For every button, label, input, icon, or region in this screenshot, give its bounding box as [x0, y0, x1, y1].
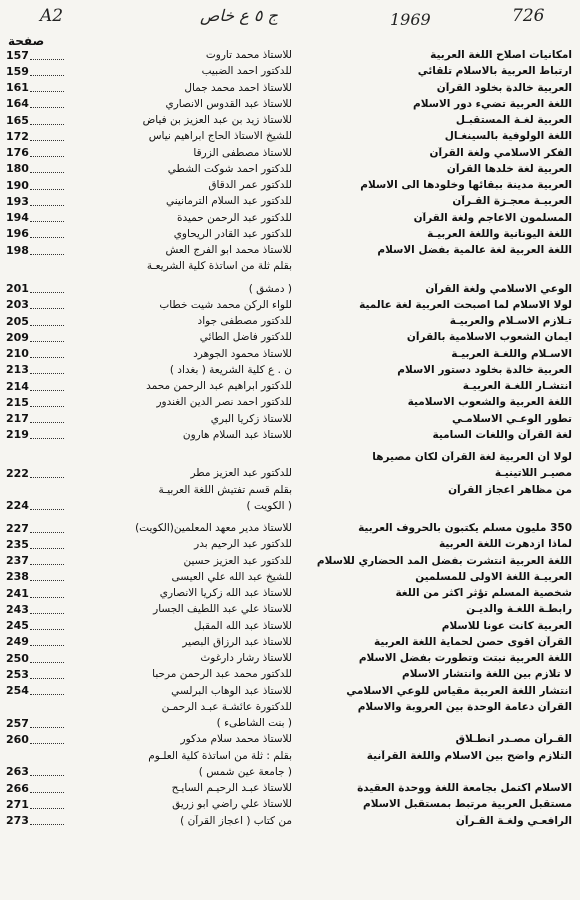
article-title: ايمان الشعوب الاسلامية بالقرآن: [406, 331, 572, 344]
toc-row: [6, 281, 574, 297]
page-number: 214: [6, 379, 29, 393]
page-number: 196: [6, 227, 29, 241]
article-title: من مظاهر اعجاز القرآن: [448, 483, 572, 496]
page-number: 241: [6, 586, 29, 600]
toc-row: [6, 411, 574, 427]
article-title: العربية خالدة بخلود دستور الاسلام: [397, 363, 572, 376]
toc-row: [6, 764, 574, 780]
page-number: 243: [6, 602, 29, 616]
dot-leader: [30, 414, 64, 423]
toc-row: [6, 394, 574, 410]
page-number: 203: [6, 298, 29, 312]
dot-leader: [30, 767, 64, 776]
toc-row: [6, 161, 574, 177]
page-number: 271: [6, 797, 29, 811]
author: للدكتور عبد الرحيم بدر: [194, 538, 292, 551]
toc-row: [6, 346, 574, 362]
page-number: 190: [6, 178, 29, 192]
page-number: 217: [6, 412, 29, 426]
dot-leader: [30, 213, 64, 222]
page-number: 227: [6, 521, 29, 535]
author: للدكتور مصطفى جواد: [197, 315, 292, 328]
toc-row: [6, 47, 574, 63]
article-title: تـلازم الاسـلام والعربيـة: [449, 315, 572, 328]
toc-row: [6, 601, 574, 617]
author: للاستاذ عبد الله المقبل: [193, 619, 292, 632]
toc-row: [6, 258, 574, 274]
dot-leader: [30, 132, 64, 141]
toc-row: [6, 536, 574, 552]
article-title: اللغة العربية تضيء دور الاسلام: [413, 97, 572, 110]
dot-leader: [30, 621, 64, 630]
dot-leader: [30, 589, 64, 598]
dot-leader: [30, 686, 64, 695]
dot-leader: [30, 572, 64, 581]
page-number: 194: [6, 211, 29, 225]
toc-row: [6, 520, 574, 536]
dot-leader: [30, 164, 64, 173]
toc-row: [6, 449, 574, 465]
page-number: 237: [6, 554, 29, 568]
author: للشيخ عبد الله علي العيسى: [171, 570, 292, 583]
page-number: 201: [6, 282, 29, 296]
author: للدكتور عمر الدقاق: [208, 179, 292, 192]
page-number: 157: [6, 48, 29, 62]
dot-leader: [30, 469, 64, 478]
author: للشيخ الاستاذ الحاج ابراهيم نياس: [148, 130, 292, 143]
article-title: الاسلام اكتمل بجامعة اللغة ووحدة العقيدة: [357, 782, 572, 795]
page-number: 254: [6, 684, 29, 698]
article-title: اللغة العربية انتشرت بفضل المد الحضاري للاسلام: [316, 554, 572, 567]
article-title: مصيـر اللاتينيـة: [494, 467, 572, 480]
toc-row: [6, 699, 574, 715]
article-title: التلازم واضح بين الاسلام واللغة القرآنية: [366, 749, 572, 762]
page-number: 215: [6, 395, 29, 409]
page-number: 260: [6, 732, 29, 746]
toc-row: [6, 748, 574, 764]
dot-leader: [30, 784, 64, 793]
author: للدكتور فاضل الطائي: [199, 331, 292, 344]
article-title: العربيـة اللغة الاولى للمسلمين: [415, 570, 572, 583]
dot-leader: [30, 556, 64, 565]
toc-row: [6, 683, 574, 699]
author: للاستاذ مدير معهد المعلمين(الكويت): [135, 522, 292, 535]
author: للاستاذ علي راضي ابو زريق: [172, 798, 292, 811]
dot-leader: [30, 116, 64, 125]
dot-leader: [30, 349, 64, 358]
article-title: الوعي الاسلامي ولغة القرآن: [425, 282, 572, 295]
page-number: 165: [6, 113, 29, 127]
dot-leader: [30, 719, 64, 728]
page-number: 224: [6, 499, 29, 513]
author: من كتاب ( اعجاز القرآن ): [180, 814, 292, 827]
author: للاستاذ احمد محمد جمال: [184, 81, 292, 94]
handwritten-note-d: 726: [512, 6, 545, 26]
dot-leader: [30, 605, 64, 614]
author: للاستاذ عبد الرزاق البصير: [182, 635, 292, 648]
page-number: 263: [6, 765, 29, 779]
toc-row: [6, 465, 574, 481]
page-number: 172: [6, 129, 29, 143]
toc-row: [6, 482, 574, 498]
page-number: 273: [6, 814, 29, 828]
author: للاستاذ عبـد الرحيـم السايـح: [171, 782, 292, 795]
table-of-contents: [6, 47, 574, 829]
author: للاستاذ عبد الوهاب البرلسي: [171, 684, 292, 697]
article-title: المسلمون الاعاجم ولغة القرآن: [413, 211, 572, 224]
author: للدكتور محمد عبد الرحمن مرحبا: [152, 668, 292, 681]
article-title: شخصية المسلم تؤثر اكثر من اللغة: [395, 587, 572, 600]
author: للدكتور عبد الرحمن حميدة: [176, 211, 292, 224]
toc-row: [6, 226, 574, 242]
article-title: امكانيات اصلاح اللغة العربية: [430, 49, 572, 62]
article-title: انتشـار اللغـة العربيـة: [462, 380, 572, 393]
article-title: لولا أن العربية لغة القرآن لكان مصيرها: [372, 451, 572, 464]
dot-leader: [30, 816, 64, 825]
toc-row: [6, 634, 574, 650]
author: للدكتور عبد القادر الريحاوي: [173, 227, 292, 240]
toc-row: [6, 297, 574, 313]
article-title: مستقبل العربية مرتبط بمستقبل الاسلام: [363, 798, 572, 811]
author: للدكتور ابراهيم عبد الرحمن محمد: [146, 380, 292, 393]
author: للدكتور احمد شوكت الشطي: [167, 162, 292, 175]
article-title: القرآن دعامة الوحدة بين العروبة والاسلام: [357, 700, 572, 713]
author: للاستاذ محمد سلام مدكور: [180, 733, 292, 746]
page-number: 222: [6, 466, 29, 480]
dot-leader: [30, 735, 64, 744]
page-number: 161: [6, 81, 29, 95]
dot-leader: [30, 67, 64, 76]
author: للاستاذ علي عبد اللطيف الجسار: [153, 603, 292, 616]
dot-leader: [30, 51, 64, 60]
article-title: ارتباط العربية بالاسلام تلقائي: [417, 65, 572, 78]
article-title: اللغة العربية والشعوب الاسلامية: [407, 396, 572, 409]
author: للدكتور عبد العزيز مطر: [190, 467, 292, 480]
article-title: لغة القرآن واللغات السامية: [432, 428, 572, 441]
toc-row: [6, 193, 574, 209]
dot-leader: [30, 99, 64, 108]
author: للدكتورة عائشـة عبـد الرحمـن: [161, 700, 292, 713]
toc-row: [6, 242, 574, 258]
toc-row: [6, 378, 574, 394]
dot-leader: [30, 246, 64, 255]
dot-leader: [30, 800, 64, 809]
dot-leader: [30, 284, 64, 293]
author: ( جامعة عين شمس ): [198, 765, 292, 778]
dot-leader: [30, 501, 64, 510]
article-title: القرآن اقوى حصن لحماية اللغة العربية: [373, 635, 572, 648]
author: ن . ع كلية الشريعة ( بغداد ): [169, 363, 292, 376]
toc-row: [6, 63, 574, 79]
toc-row: [6, 796, 574, 812]
page-number: 193: [6, 194, 29, 208]
author: للدكتور عبد السلام الترمانيني: [166, 195, 292, 208]
author: ( دمشق ): [248, 282, 292, 295]
dot-leader: [30, 181, 64, 190]
toc-row: [6, 813, 574, 829]
page-number: 213: [6, 363, 29, 377]
toc-row: [6, 553, 574, 569]
toc-row: [6, 96, 574, 112]
dot-leader: [30, 430, 64, 439]
page-number: 180: [6, 162, 29, 176]
page-number: 210: [6, 347, 29, 361]
article-title: انتشار اللغة العربية مقياس للوعي الاسلامي: [346, 684, 572, 697]
page-number: 159: [6, 64, 29, 78]
author: للاستاذ مصطفى الزرقا: [193, 146, 292, 159]
author: للدكتور عبد العزيز حسين: [183, 554, 292, 567]
article-title: 350 مليون مسلم يكتبون بالحروف العربية: [358, 522, 572, 535]
dot-leader: [30, 317, 64, 326]
toc-row: [6, 780, 574, 796]
article-title: القـرآن مصـدر انطـلاق: [455, 733, 572, 746]
dot-leader: [30, 300, 64, 309]
author: للدكتور احمد نصر الدين الغندور: [156, 396, 292, 409]
dot-leader: [30, 197, 64, 206]
article-title: الرافعـي ولغـة القـرآن: [455, 814, 572, 827]
page-number: 250: [6, 651, 29, 665]
article-title: الفكر الاسلامي ولغة القرآن: [429, 146, 572, 159]
page-number: 205: [6, 314, 29, 328]
dot-leader: [30, 382, 64, 391]
page-number: 253: [6, 667, 29, 681]
page-number: 245: [6, 619, 29, 633]
author: بقلم : ثلة من اساتذة كلية العلـوم: [148, 749, 292, 762]
author: للدكتور احمد الضبيب: [201, 65, 292, 78]
page-number: 235: [6, 537, 29, 551]
article-title: العربية لغـة المستقبـل: [455, 114, 572, 127]
toc-row: [6, 112, 574, 128]
article-title: اللغة اليونانية واللغة العربيـة: [427, 227, 572, 240]
dot-leader: [30, 365, 64, 374]
toc-row: [6, 427, 574, 443]
toc-row: [6, 210, 574, 226]
toc-row: [6, 569, 574, 585]
article-title: العربيـة معجـزة القـرآن: [452, 195, 572, 208]
article-title: لماذا ازدهرت اللغة العربية: [439, 538, 572, 551]
toc-row: [6, 618, 574, 634]
author: بقلم قسم تفتيش اللغة العربيـة: [158, 483, 292, 496]
dot-leader: [30, 148, 64, 157]
author: للاستاذ زيد بن عبد العزيز بن فياض: [142, 114, 292, 127]
author: للاستاذ عبد السلام هارون: [182, 428, 292, 441]
dot-leader: [30, 540, 64, 549]
handwritten-note-b: ج ٥ ع خاص: [200, 6, 278, 25]
dot-leader: [30, 670, 64, 679]
article-title: اللغة العربية نبتت وتطورت بفضل الاسلام: [358, 652, 572, 665]
page-number: 198: [6, 243, 29, 257]
dot-leader: [30, 524, 64, 533]
article-title: اللغة الولوفية بالسينغـال: [444, 130, 572, 143]
page-column-header: صفحة: [8, 34, 45, 48]
page-number: 266: [6, 781, 29, 795]
page-number: 176: [6, 146, 29, 160]
page-number: 257: [6, 716, 29, 730]
dot-leader: [30, 333, 64, 342]
dot-leader: [30, 654, 64, 663]
toc-row: [6, 329, 574, 345]
page-number: 249: [6, 635, 29, 649]
author: للاستاذ زكريا البري: [210, 412, 292, 425]
article-title: رابطـة اللغـة والديـن: [466, 603, 572, 616]
toc-row: [6, 650, 574, 666]
page-number: 209: [6, 330, 29, 344]
article-title: لولا الاسلام لما اصبحت العربية لغة عالمية: [359, 298, 572, 311]
article-title: العربية لغة خلدها القرآن: [446, 162, 572, 175]
toc-row: [6, 313, 574, 329]
toc-row: [6, 585, 574, 601]
article-title: العربية مدينة ببقائها وخلودها الى الاسلام: [360, 179, 572, 192]
author: للاستاذ محمود الجوهرد: [193, 347, 292, 360]
dot-leader: [30, 229, 64, 238]
article-title: الاسـلام واللغـة العربيـة: [451, 347, 572, 360]
toc-row: [6, 145, 574, 161]
article-title: اللغة العربية لغة عالمية بفضل الاسلام: [377, 244, 572, 257]
dot-leader: [30, 83, 64, 92]
toc-row: [6, 498, 574, 514]
dot-leader: [30, 637, 64, 646]
author: ( الكويت ): [246, 499, 292, 512]
dot-leader: [30, 398, 64, 407]
author: للاستاذ محمد ابو الفرج العش: [165, 244, 292, 257]
article-title: تطور الوعـي الاسلامـي: [451, 412, 572, 425]
author: بقلم ثلة من اساتذة كلية الشريعـة: [146, 260, 292, 273]
author: للواء الركن محمد شيت خطاب: [159, 298, 292, 311]
article-title: العربية خالدة بخلود القرآن: [436, 81, 572, 94]
author: للاستاذ محمد تاروت: [205, 49, 292, 62]
author: للاستاذ عبد الله زكريا الانصاري: [159, 587, 292, 600]
handwritten-note-a: A2: [40, 6, 64, 26]
toc-row: [6, 666, 574, 682]
page-number: 219: [6, 428, 29, 442]
toc-row: [6, 80, 574, 96]
author: ( بنت الشاطىء ): [216, 717, 292, 730]
article-title: لا تلازم بين اللغة وانتشار الاسلام: [402, 668, 572, 681]
toc-row: [6, 128, 574, 144]
toc-row: [6, 362, 574, 378]
toc-row: [6, 177, 574, 193]
handwritten-note-c: 1969: [390, 10, 431, 29]
toc-row: [6, 715, 574, 731]
author: للاستاذ عبد القدوس الانصاري: [165, 97, 292, 110]
page-number: 164: [6, 97, 29, 111]
article-title: العربية كانت عونا للاسلام: [441, 619, 572, 632]
page-number: 238: [6, 570, 29, 584]
toc-row: [6, 731, 574, 747]
author: للاستاذ رشار دارغوث: [200, 652, 292, 665]
